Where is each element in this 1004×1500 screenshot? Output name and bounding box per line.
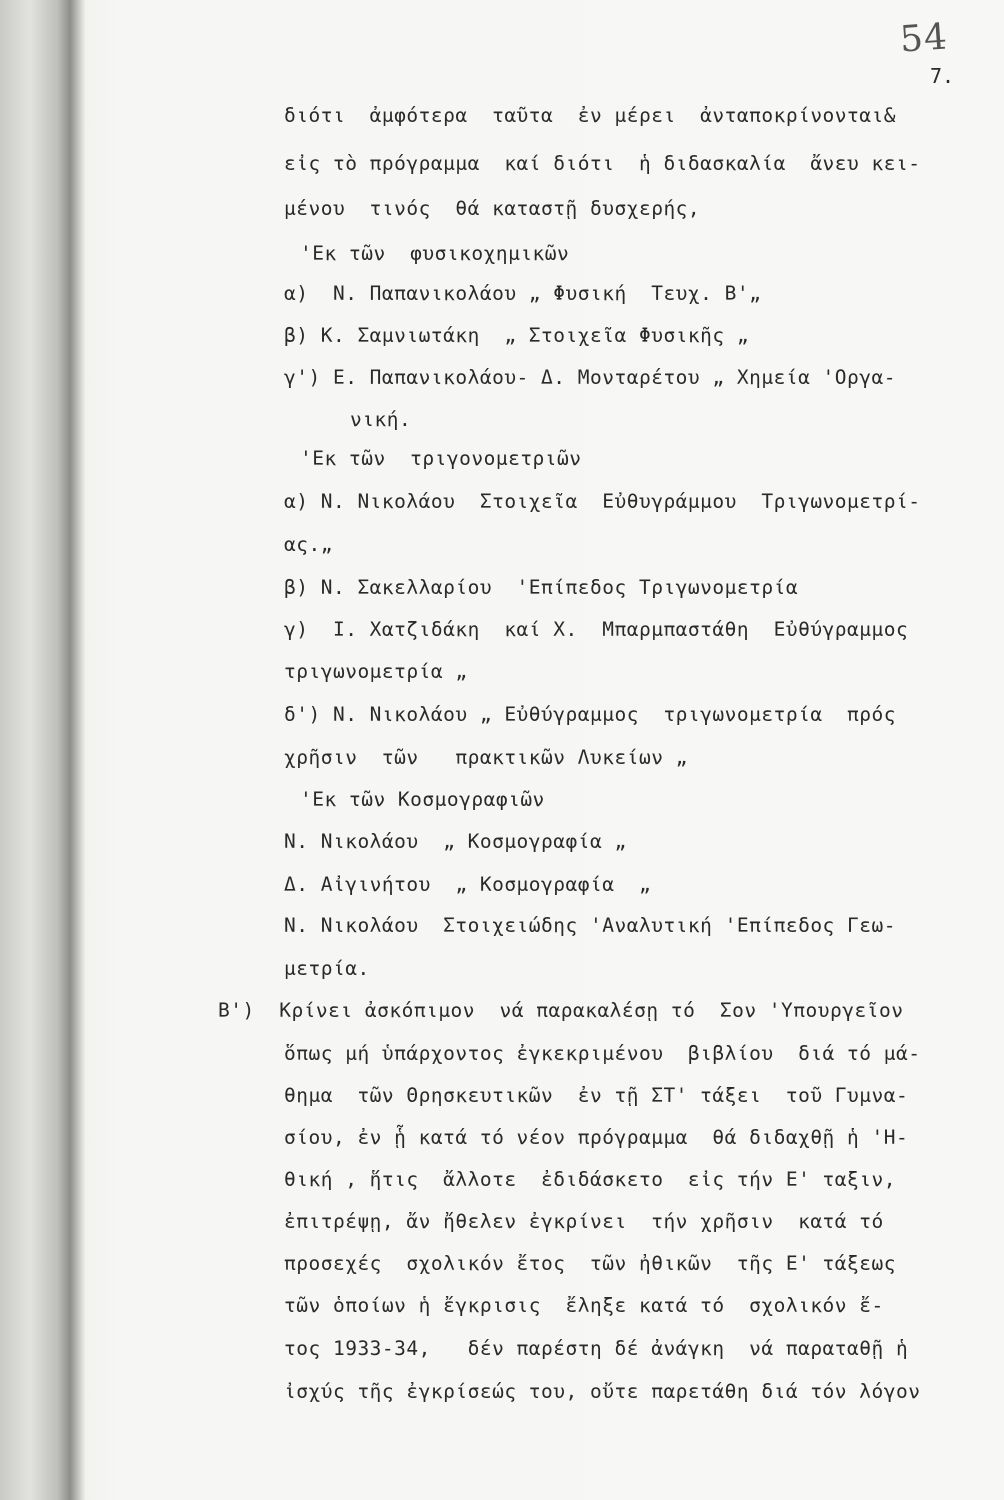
text-line: τος 1933-34, δέν παρέστη δέ ἀνάγκη νά παραταθῇ ἡ [284, 1337, 909, 1360]
text-line: εἰς τὸ πρόγραμμα καί διότι ἡ διδασκαλία ἄνευ κει- [284, 152, 921, 175]
text-line: σίου, ἐν ᾗ κατά τό νέον πρόγραμμα θά διδαχθῇ ἡ 'Η- [284, 1126, 909, 1149]
text-line: 'Εκ τῶν τριγονομετριῶν [300, 447, 582, 470]
text-line: μένου τινός θά καταστῇ δυσχερής, [284, 197, 701, 220]
text-line: θημα τῶν Θρησκευτικῶν ἐν τῇ ΣΤ' τάξει τοῦ Γυμνα- [284, 1084, 909, 1107]
text-line: Ν. Νικολάου „ Κοσμογραφία „ [284, 830, 627, 853]
page-number: 7. [930, 64, 955, 88]
text-line: ὅπως μή ὑπάρχοντος ἐγκεκριμένου βιβλίου διά τό μά- [284, 1042, 921, 1065]
text-line: Ν. Νικολάου Στοιχειώδης 'Αναλυτική 'Επίπεδος Γεω- [284, 914, 896, 937]
text-line: β) Ν. Σακελλαρίου 'Επίπεδος Τριγωνομετρία [284, 576, 799, 599]
handwritten-page-number: 54 [898, 16, 950, 61]
text-line: Δ. Αἰγινήτου „ Κοσμογραφία „ [284, 873, 652, 896]
text-line: τῶν ὁποίων ἡ ἔγκρισις ἔληξε κατά τό σχολικόν ἔ- [284, 1294, 884, 1317]
text-line: 'Εκ τῶν Κοσμογραφιῶν [300, 788, 545, 811]
text-line: β) Κ. Σαμνιωτάκη „ Στοιχεῖα Φυσικῆς „ [284, 324, 750, 347]
text-line: γ') Ε. Παπανικολάου- Δ. Μονταρέτου „ Χημεία 'Οργα- [284, 366, 896, 389]
text-line: Β') Κρίνει ἀσκόπιμον νά παρακαλέσῃ τό Σον 'Υπουργεῖον [218, 999, 904, 1022]
text-line: α) Ν. Παπανικολάου „ Φυσική Τευχ. Β'„ [284, 282, 762, 305]
text-line: διότι ἀμφότερα ταῦτα ἐν μέρει ἀνταποκρίνονται& [284, 104, 896, 127]
text-line: προσεχές σχολικόν ἔτος τῶν ἠθικῶν τῆς Ε' τάξεως [284, 1252, 896, 1275]
text-line: γ) Ι. Χατζιδάκη καί Χ. Μπαρμπαστάθη Εὐθύγραμμος [284, 618, 909, 641]
text-line: νική. [350, 408, 412, 431]
text-line: τριγωνομετρία „ [284, 660, 468, 683]
text-line: 'Εκ τῶν φυσικοχημικῶν [300, 242, 570, 265]
text-line: μετρία. [284, 957, 370, 980]
text-line: χρῆσιν τῶν πρακτικῶν Λυκείων „ [284, 746, 688, 769]
text-line: α) Ν. Νικολάου Στοιχεῖα Εὐθυγράμμου Τριγωνομετρί- [284, 490, 921, 513]
text-line: δ') Ν. Νικολάου „ Εὐθύγραμμος τριγωνομετρία πρός [284, 703, 896, 726]
text-line: ας.„ [284, 533, 333, 556]
text-line: ἐπιτρέψῃ, ἄν ἤθελεν ἐγκρίνει τήν χρῆσιν κατά τό [284, 1210, 884, 1233]
text-line: θική , ἥτις ἄλλοτε ἐδιδάσκετο εἰς τήν Ε' ταξιν, [284, 1168, 896, 1191]
page-binding-edge [0, 0, 86, 1500]
text-line: ἰσχύς τῆς ἐγκρίσεώς του, οὔτε παρετάθη διά τόν λόγον [284, 1380, 921, 1403]
